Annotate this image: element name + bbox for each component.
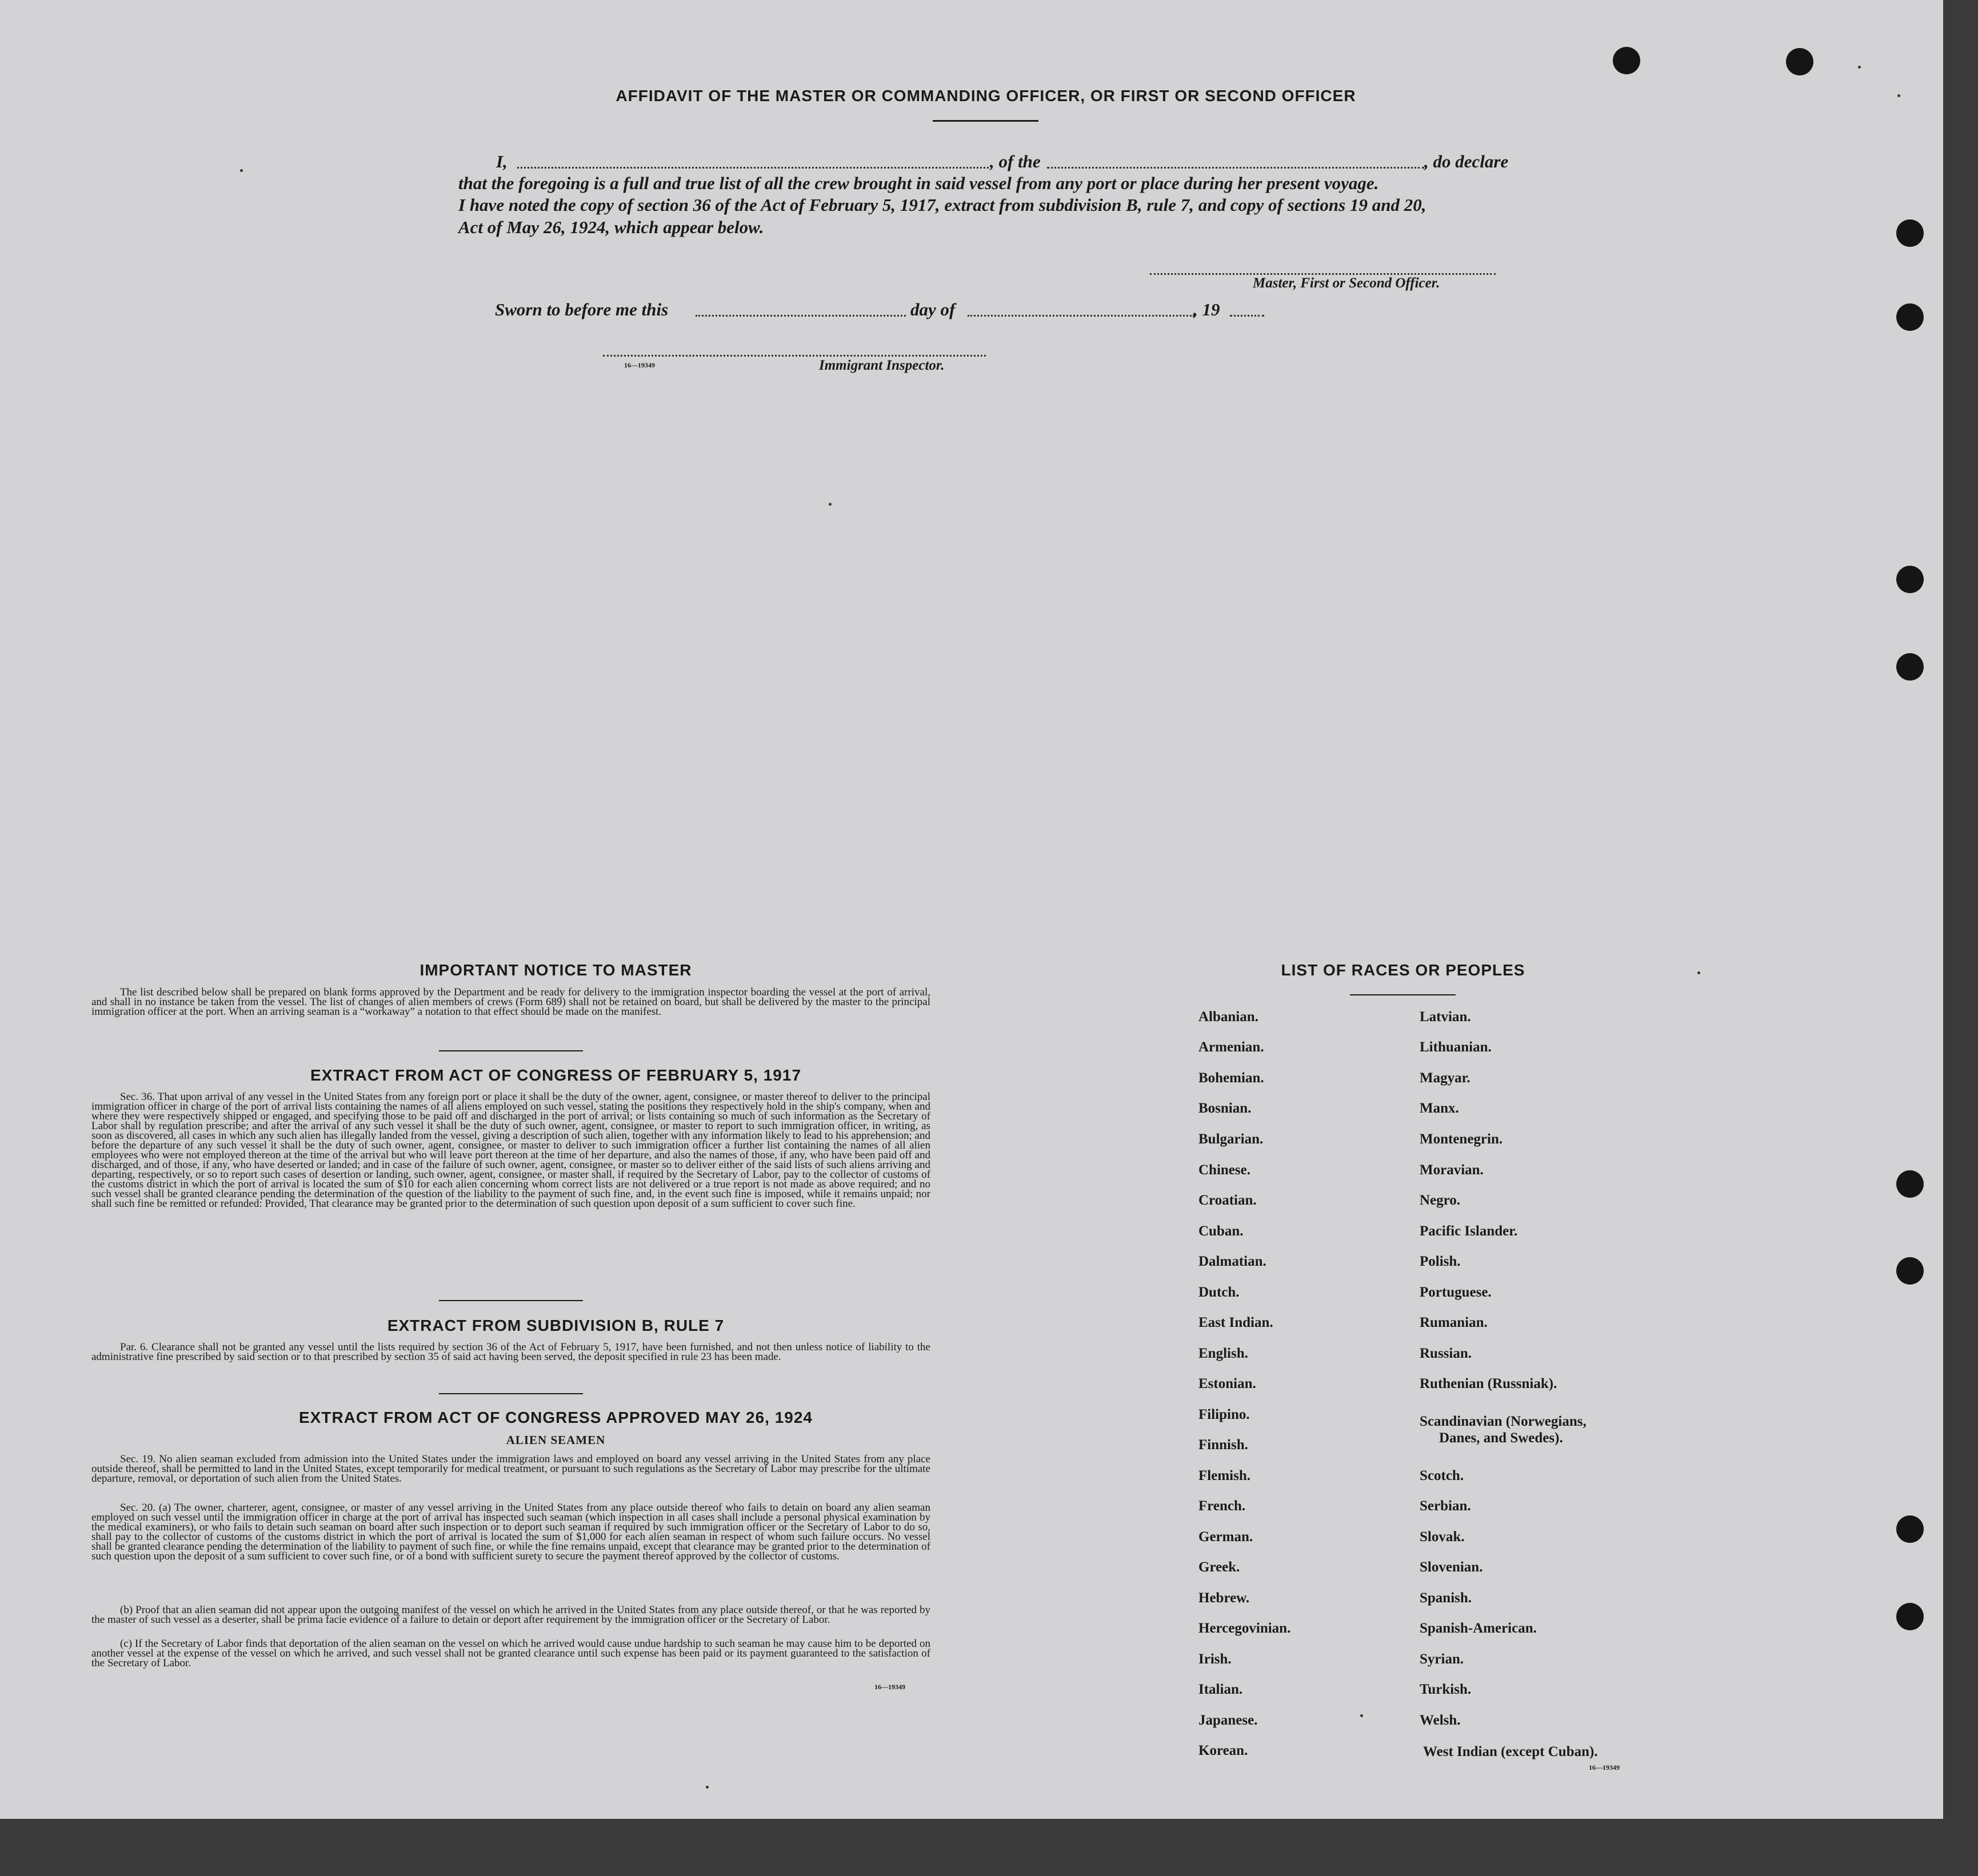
race-item: Scandinavian (Norwegians, xyxy=(1420,1414,1587,1429)
race-item: Bohemian. xyxy=(1198,1070,1264,1086)
race-item: Irish. xyxy=(1198,1651,1232,1667)
sworn-prefix: Sworn to before me this xyxy=(495,299,669,319)
punch-hole xyxy=(1896,219,1924,247)
race-item: Dalmatian. xyxy=(1198,1254,1266,1269)
race-item: Welsh. xyxy=(1420,1713,1461,1728)
section-rule xyxy=(439,1050,583,1051)
punch-hole xyxy=(1896,1170,1924,1198)
race-item: Finnish. xyxy=(1198,1437,1248,1453)
race-item: Spanish. xyxy=(1420,1590,1472,1606)
race-item: Montenegrin. xyxy=(1420,1131,1503,1147)
race-item: Ruthenian (Russniak). xyxy=(1420,1376,1557,1391)
name-blank xyxy=(517,167,989,169)
race-item: Russian. xyxy=(1420,1346,1472,1361)
race-item: English. xyxy=(1198,1346,1248,1361)
race-item: Danes, and Swedes). xyxy=(1439,1430,1563,1446)
inspector-caption: Immigrant Inspector. xyxy=(819,358,945,373)
affidavit-of-the: , of the xyxy=(990,151,1041,171)
extract-1917-body: Sec. 36. That upon arrival of any vessel in the United States from any foreign port or place it shall be the duty of the owner, agent, consignee, or master thereof to deliver to the principal immigration officer in charge of the port of arrival lists containing the names of all aliens employed on such vessel, stating the positions they respectively hold in the ship's company, when and where they were respectively shipped or engaged, and specifying those to be paid off and discharged in the port of arrival; or lists containing so much of such information as the Secretary of Labor shall by regulation prescribe; and after the arrival of any such vessel it shall be the duty of such owner, agent, consignee, or master to report to such immigration officer, in writing, as soon as discovered, all cases in which any such alien has illegally landed from the vessel, giving a description of such alien, together with any information likely to lead to his apprehension; and before the departure of any such vessel it shall be the duty of such owner, agent, consignee, or master to deliver to such immigration officer a further list containing the names of all alien employees who were not employed thereon at the time of the arrival but who will leave port thereon at the time of her departure, and also the names of those, if any, who have been paid off and discharged, and of those, if any, who have deserted or landed; and in case of the failure of such owner, agent, consignee, or master so to deliver either of the said lists of such aliens arriving and departing, respectively, or so to report such cases of desertion or landing, such owner, agent, consignee, or master shall, if required by the Secretary of Labor, pay to the collector of customs of the customs district in which the port of arrival is located the sum of $10 for each alien concerning whom correct lists are not delivered or a true report is not made as above required; and no such vessel shall be granted clearance pending the determination of the question of the liability to the payment of such fine, and, in the event such fine is imposed, while it remains unpaid; nor shall such fine be remitted or refunded: Provided, That clearance may be granted prior to the determination of such question upon deposit of a sum sufficient to cover such fine. xyxy=(91,1091,930,1210)
race-item: Moravian. xyxy=(1420,1162,1484,1178)
race-item: Turkish. xyxy=(1420,1682,1472,1697)
race-item: Spanish-American. xyxy=(1420,1621,1537,1636)
race-item: Armenian. xyxy=(1198,1039,1264,1055)
punch-hole xyxy=(1896,1257,1924,1285)
race-item: Syrian. xyxy=(1420,1651,1464,1667)
extract-rule7-title: EXTRACT FROM SUBDIVISION B, RULE 7 xyxy=(387,1317,725,1334)
affidavit-line-2: that the foregoing is a full and true list of all the crew brought in said vessel from any port or place during her present voyage. xyxy=(458,173,1379,193)
race-item: Scotch. xyxy=(1420,1468,1464,1483)
sworn-day-blank xyxy=(696,315,906,317)
race-item: Hercegovinian. xyxy=(1198,1621,1291,1636)
races-form-number: 16—19349 xyxy=(1589,1763,1620,1771)
extract-1924-title: EXTRACT FROM ACT OF CONGRESS APPROVED MAY 26, 1924 xyxy=(299,1409,813,1426)
extract-1924-sec-19: Sec. 19. No alien seaman excluded from admission into the United States under the immigration laws and employed on board any vessel arriving in the United States from any place outside thereof, shall be permitted to land in the United States, except temporarily for medical treatment, or pursuant to such regulations as the Secretary of Labor may prescribe for the ultimate departure, removal, or deportation of such alien from the United States. xyxy=(91,1453,930,1485)
sworn-day-of: day of xyxy=(910,299,956,319)
notice-title: IMPORTANT NOTICE TO MASTER xyxy=(419,961,692,979)
vessel-blank xyxy=(1047,167,1424,169)
punch-hole xyxy=(1613,47,1640,74)
punch-hole xyxy=(1896,303,1924,331)
punch-hole xyxy=(1896,1603,1924,1630)
punch-hole xyxy=(1786,48,1813,75)
race-item: East Indian. xyxy=(1198,1315,1273,1330)
speck xyxy=(1858,66,1861,69)
race-item: Serbian. xyxy=(1420,1498,1471,1514)
speck xyxy=(829,503,832,506)
race-item: Polish. xyxy=(1420,1254,1461,1269)
race-item: Bulgarian. xyxy=(1198,1131,1264,1147)
race-item: Bosnian. xyxy=(1198,1101,1252,1116)
affidavit-line-4: Act of May 26, 1924, which appear below. xyxy=(458,217,764,237)
extract-1924-sec-20c: (c) If the Secretary of Labor finds that deportation of the alien seaman on the vessel on which he arrived would cause undue hardship to such seaman he may cause him to be deported on another vessel at the expense of the vessel on which he arrived, and such vessel shall not be granted clearance until such expense has been paid or its payment guaranteed to the satisfaction of the Secretary of Labor. xyxy=(91,1638,930,1669)
extract-1924-sec-20a: Sec. 20. (a) The owner, charterer, agent, consignee, or master of any vessel arriving in the United States from any place outside thereof who fails to detain on board any alien seaman employed on such vessel until the immigration officer in charge at the port of arrival has inspected such seaman (which inspection in all cases shall include a personal physical examination by the medical examiners), or who fails to detain such seaman on board after such inspection or to deport such seaman if required by such immigration officer or the Secretary of Labor to do so, shall pay to the collector of customs of the customs district in which the port of arrival is located the sum of $1,000 for each alien seaman in respect of whom such failure occurs. No vessel shall be granted clearance pending the determination of the liability to payment of such fine, or while the fine remains unpaid, except that clearance may be granted prior to the determination of such question upon the deposit of a sum sufficient to cover such fine, or of a bond with sufficient surety to secure the payment thereof approved by the collector of customs. xyxy=(91,1502,930,1562)
race-item: Magyar. xyxy=(1420,1070,1470,1086)
title-rule xyxy=(933,120,1038,122)
race-item: Lithuanian. xyxy=(1420,1039,1492,1055)
speck xyxy=(1360,1714,1363,1717)
speck xyxy=(240,169,243,172)
affidavit-line-3: I have noted the copy of section 36 of the Act of February 5, 1917, extract from subdivision B, rule 7, and copy of sections 19 and 20, xyxy=(458,195,1426,215)
inspector-signature-line xyxy=(603,355,986,357)
section-rule xyxy=(439,1300,583,1301)
race-item: Flemish. xyxy=(1198,1468,1250,1483)
extract-rule7-body: Par. 6. Clearance shall not be granted any vessel until the lists required by section 36 of the Act of February 5, 1917, have been furnished, and not then unless notice of liability to the administrative fine prescribed by said section or to that prescribed by section 35 of said act having been served, the deposit specified in rule 23 has been made. xyxy=(91,1341,930,1363)
race-item: Hebrew. xyxy=(1198,1590,1250,1606)
race-item: Greek. xyxy=(1198,1559,1240,1575)
speck xyxy=(1697,971,1700,974)
sworn-year-prefix: , 19 xyxy=(1193,299,1220,319)
race-item: French. xyxy=(1198,1498,1246,1514)
race-item: Korean. xyxy=(1198,1743,1248,1758)
race-item: Slovenian. xyxy=(1420,1559,1483,1575)
race-item: Estonian. xyxy=(1198,1376,1256,1391)
race-item: Pacific Islander. xyxy=(1420,1223,1518,1239)
race-item: Dutch. xyxy=(1198,1285,1240,1300)
affidavit-do-declare: , do declare xyxy=(1424,151,1509,171)
affidavit-form-number: 16—19349 xyxy=(624,361,655,369)
notice-body: The list described below shall be prepared on blank forms approved by the Department and be ready for delivery to the immigration inspector boarding the vessel at the port of arrival, and shall in no instance be taken from the vessel. The list of changes of alien members of crews (Form 689) shall not be retained on board, but shall be delivered by the master to the principal immigration officer at the port. When an arriving seaman is a “workaway” a notation to that effect should be made on the manifest. xyxy=(91,986,930,1018)
sworn-month-blank xyxy=(968,315,1194,317)
section-rule xyxy=(439,1393,583,1394)
punch-hole xyxy=(1896,566,1924,593)
race-item: Slovak. xyxy=(1420,1529,1465,1545)
master-signature-line xyxy=(1150,273,1496,275)
extract-1924-sec-20b: (b) Proof that an alien seaman did not appear upon the outgoing manifest of the vessel on which he arrived in the United States from any place outside thereof, or that he was reported by the master of such vessel as a deserter, shall be prima facie evidence of a failure to detain or deport after requirement by the immigration officer or the Secretary of Labor. xyxy=(91,1604,930,1626)
punch-hole xyxy=(1896,1515,1924,1543)
race-item: Italian. xyxy=(1198,1682,1243,1697)
sworn-year-blank xyxy=(1230,315,1264,317)
race-item: Croatian. xyxy=(1198,1193,1257,1208)
speck xyxy=(706,1786,709,1789)
race-item: Manx. xyxy=(1420,1101,1459,1116)
punch-hole xyxy=(1896,653,1924,681)
race-item: Negro. xyxy=(1420,1193,1461,1208)
race-item: West Indian (except Cuban). xyxy=(1423,1744,1598,1759)
race-item: Japanese. xyxy=(1198,1713,1258,1728)
extract-1917-title: EXTRACT FROM ACT OF CONGRESS OF FEBRUARY 5, 1917 xyxy=(310,1066,802,1084)
race-item: Chinese. xyxy=(1198,1162,1250,1178)
extract-1924-form-number: 16—19349 xyxy=(874,1683,905,1691)
race-item: Albanian. xyxy=(1198,1009,1258,1025)
race-item: Filipino. xyxy=(1198,1407,1250,1422)
race-item: Rumanian. xyxy=(1420,1315,1488,1330)
races-title-rule xyxy=(1350,994,1456,995)
race-item: Cuban. xyxy=(1198,1223,1244,1239)
extract-1924-subtitle: ALIEN SEAMEN xyxy=(506,1433,606,1447)
speck xyxy=(1897,94,1900,97)
races-title: LIST OF RACES OR PEOPLES xyxy=(1281,961,1525,979)
affidavit-i-label: I, xyxy=(496,151,508,171)
race-item: Portuguese. xyxy=(1420,1285,1492,1300)
affidavit-title: AFFIDAVIT OF THE MASTER OR COMMANDING OFFICER, OR FIRST OR SECOND OFFICER xyxy=(616,87,1356,105)
race-item: Latvian. xyxy=(1420,1009,1471,1025)
master-caption: Master, First or Second Officer. xyxy=(1253,275,1440,291)
race-item: German. xyxy=(1198,1529,1253,1545)
